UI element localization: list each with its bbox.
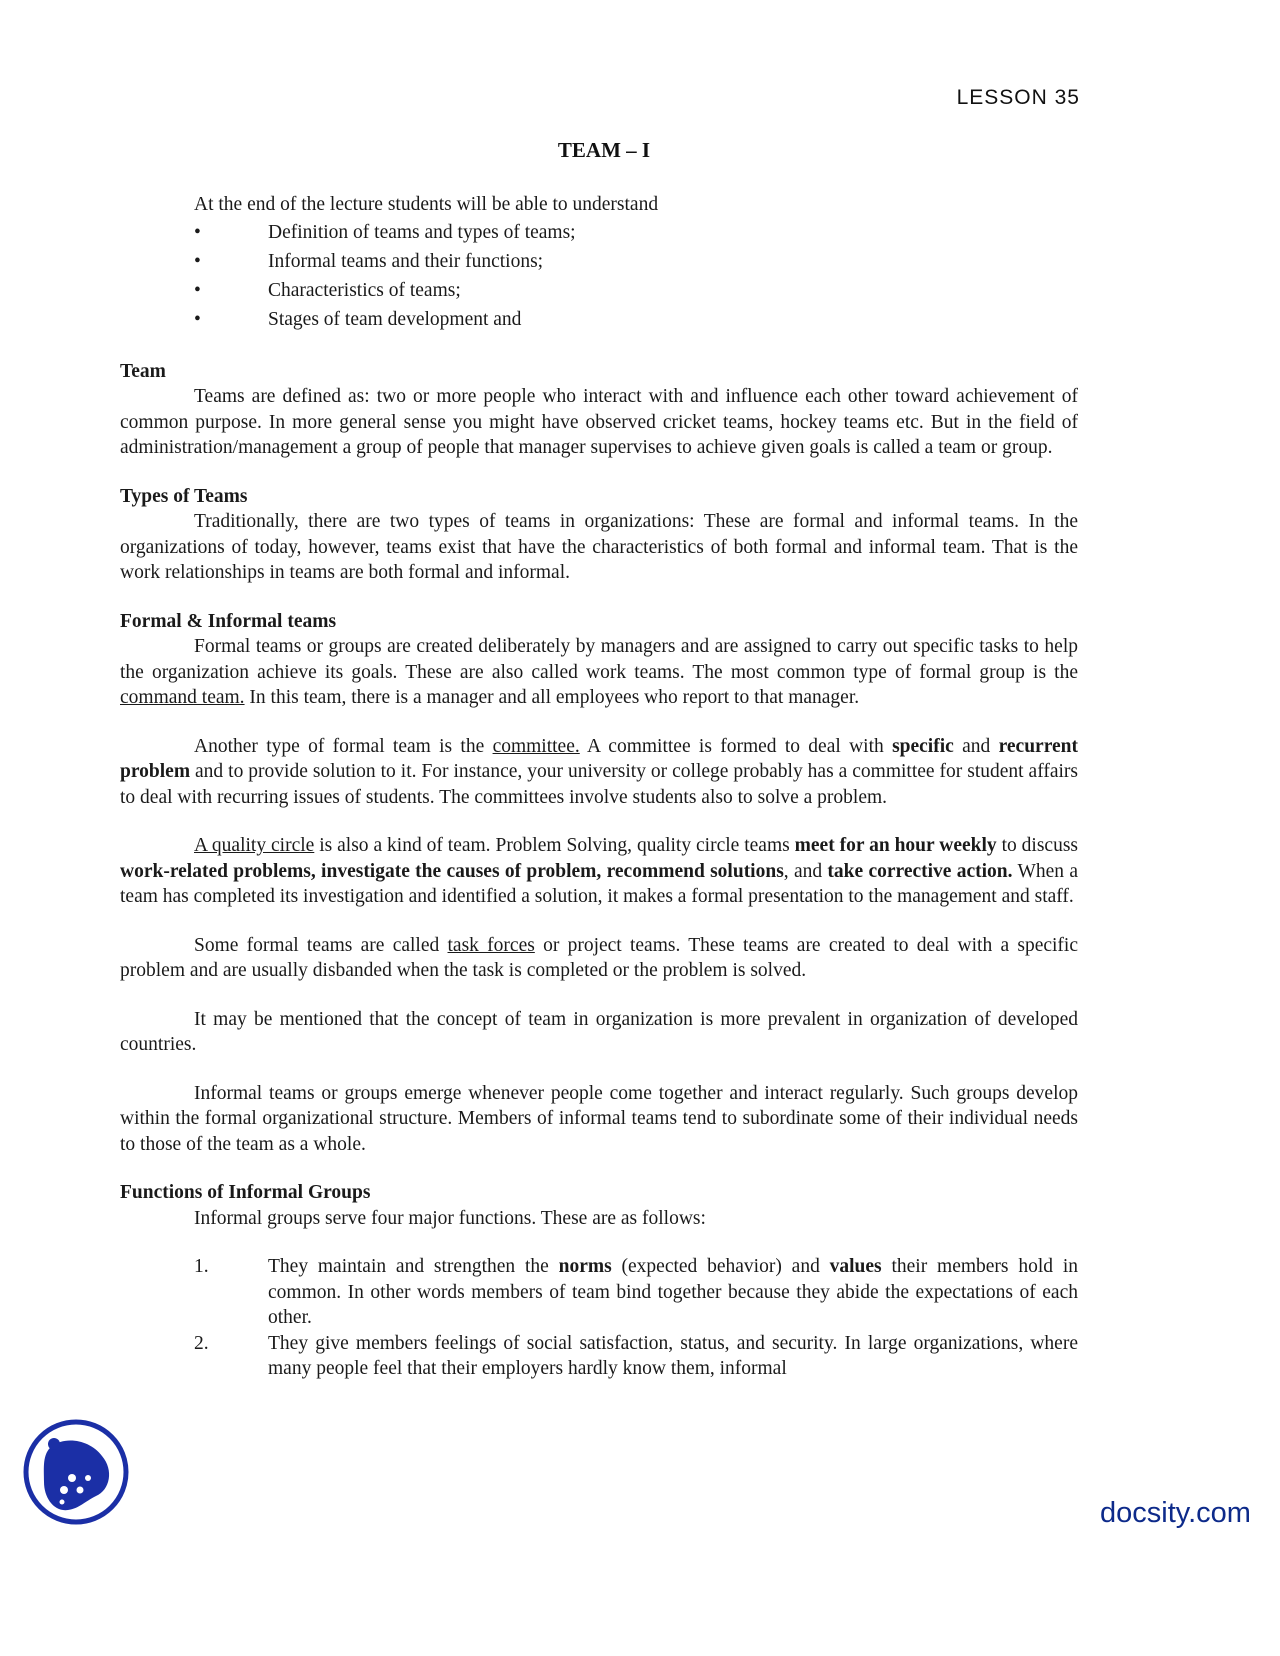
list-item: 1. They maintain and strengthen the norms (expected behavior) and values their members hold in common. In other words members of team bind together because they abide the expectations of each other. (194, 1256, 1078, 1328)
page-title: TEAM – I (557, 138, 651, 162)
section-heading-team: Team (120, 360, 166, 382)
team-paragraph: Teams are defined as: two or more people who interact with and influence each other toward achievement of common purpose. In more general sense you might have observed cricket teams, hockey teams etc. But in the field of administration/management a group of people that manager supervises to achieve given goals is called a team or group. (120, 386, 1078, 458)
bullet-icon: • (194, 279, 201, 301)
list-item: • Informal teams and their functions; (120, 247, 1078, 276)
formal-paragraph-1: Formal teams or groups are created deliberately by managers and are assigned to carry out specific tasks to help the organization achieve its goals. These are also called work teams. The most common type of formal group is the command team. In this team, there is a manager and all employees who report to that manager. (120, 636, 1078, 708)
bullet-icon: • (194, 308, 201, 330)
docsity-brand-link[interactable]: docsity.com (1100, 1497, 1251, 1529)
formal-paragraph-3: A quality circle is also a kind of team. Problem Solving, quality circle teams meet for an hour weekly to discuss work-related problems, investigate the causes of problem, recommend solutions, and take corrective action. When a team has completed its investigation and identified a solution, it makes a formal presentation to the management and staff. (120, 835, 1078, 907)
task-forces-term: task forces (447, 934, 535, 956)
list-item: • Stages of team development and (120, 305, 1078, 334)
lesson-number: LESSON 35 (956, 86, 1080, 109)
committee-term: committee. (492, 735, 580, 757)
list-item: 2. They give members feelings of social satisfaction, status, and security. In large organizations, where many people feel that their employers hardly know them, informal (194, 1332, 1078, 1379)
functions-list (120, 1254, 1078, 1382)
document-body (120, 192, 1078, 1382)
objectives-list (120, 218, 1078, 334)
command-team-term: command team. (120, 687, 245, 708)
bullet-icon: • (194, 221, 201, 243)
intro-lead: At the end of the lecture students will be able to understand (194, 194, 659, 215)
quality-circle-term: A quality circle (194, 835, 315, 856)
bullet-icon: • (194, 250, 201, 272)
formal-paragraph-5: It may be mentioned that the concept of team in organization is more prevalent in organization of developed countries. (120, 1008, 1078, 1055)
section-heading-types: Types of Teams (120, 485, 248, 507)
types-paragraph: Traditionally, there are two types of teams in organizations: These are formal and informal teams. In the organizations of today, however, teams exist that have the characteristics of both formal and informal team. That is the work relationships in teams are both formal and informal. (120, 511, 1078, 583)
list-item: • Characteristics of teams; (120, 276, 1078, 305)
section-heading-functions: Functions of Informal Groups (120, 1182, 371, 1203)
formal-paragraph-2: Another type of formal team is the committee. A committee is formed to deal with specific and recurrent problem and to provide solution to it. For instance, your university or college probably has a committee for student affairs to deal with recurring issues of students. The committees involve students also to solve a problem. (120, 735, 1078, 808)
functions-lead: Informal groups serve four major functions. These are as follows: (194, 1207, 706, 1229)
formal-paragraph-4: Some formal teams are called task forces or project teams. These teams are created to deal with a specific problem and are usually disbanded when the task is completed or the problem is solved. (120, 934, 1079, 981)
list-item: • Definition of teams and types of teams; (120, 218, 1078, 247)
formal-paragraph-6: Informal teams or groups emerge whenever people come together and interact regularly. Such groups develop within the formal organizational structure. Members of informal teams tend to subordinate some of their individual needs to those of the team as a whole. (120, 1082, 1078, 1155)
section-heading-formal: Formal & Informal teams (120, 610, 337, 632)
docsity-logo-icon (22, 1418, 130, 1526)
